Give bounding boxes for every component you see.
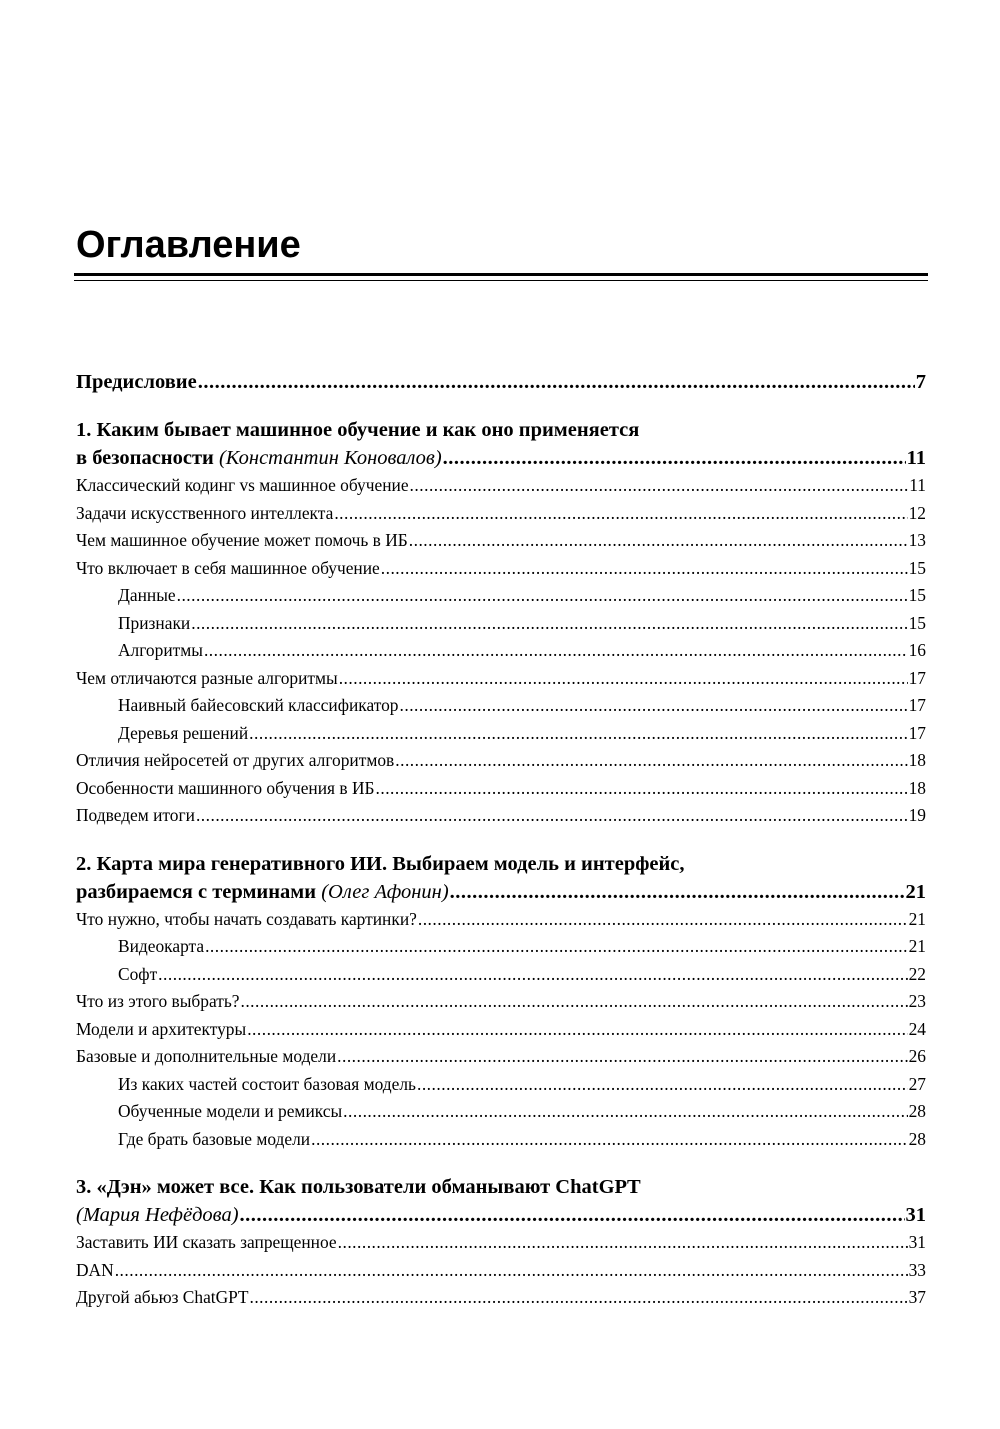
table-of-contents xyxy=(76,368,926,1332)
toc-entry-label: Наивный байесовский классификатор xyxy=(118,695,399,715)
toc-entry[interactable] xyxy=(76,472,926,500)
toc-entry-page: 33 xyxy=(908,1259,926,1280)
toc-entry-label: Что нужно, чтобы начать создавать картинки? xyxy=(76,908,417,929)
toc-entry-label: Предисловие xyxy=(76,371,197,393)
toc-entry-label: Другой абьюз ChatGPT xyxy=(76,1287,249,1307)
chapter-heading-line: 3. «Дэн» может все. Как пользователи обманывают ChatGPT xyxy=(76,1176,641,1198)
toc-entry-page: 11 xyxy=(909,475,926,495)
toc-entry-page: 23 xyxy=(908,991,926,1011)
dot-leader xyxy=(249,720,907,748)
toc-entry-label: Подведем итоги xyxy=(76,805,195,825)
toc-subentry[interactable] xyxy=(76,933,926,961)
toc-entry-page: 31 xyxy=(905,1204,926,1226)
toc-entry[interactable] xyxy=(76,747,926,775)
toc-entry-page: 28 xyxy=(908,1101,926,1121)
dot-leader xyxy=(311,1126,908,1154)
dot-leader xyxy=(417,1071,908,1099)
toc-entry-page: 19 xyxy=(908,805,926,825)
toc-subentry[interactable] xyxy=(76,1098,926,1126)
toc-section-preface xyxy=(76,368,926,396)
toc-entry-label: Базовые и дополнительные модели xyxy=(76,1046,337,1066)
dot-leader xyxy=(443,444,906,472)
toc-subentry[interactable] xyxy=(76,610,926,638)
toc-entry-chapter-3[interactable] xyxy=(76,1201,926,1229)
dot-leader xyxy=(409,527,908,555)
dot-leader xyxy=(376,775,908,803)
toc-entry-label: Деревья решений xyxy=(118,722,249,743)
chapter-title-text: в безопасности xyxy=(76,447,214,469)
dot-leader xyxy=(240,988,907,1016)
title-rule-thick xyxy=(74,273,928,276)
toc-entry-label: Данные xyxy=(118,585,176,605)
toc-subentry[interactable] xyxy=(76,582,926,610)
toc-entry-page: 17 xyxy=(908,695,926,715)
dot-leader xyxy=(338,1229,908,1257)
toc-entry[interactable] xyxy=(76,1284,926,1312)
toc-entry-page: 17 xyxy=(908,722,926,743)
toc-entry[interactable] xyxy=(76,665,926,693)
dot-leader xyxy=(249,1284,907,1312)
toc-subentry[interactable] xyxy=(76,637,926,665)
dot-leader xyxy=(395,747,907,775)
dot-leader xyxy=(400,692,908,720)
toc-entry-page: 15 xyxy=(908,612,926,633)
dot-leader xyxy=(115,1257,908,1285)
toc-section-chapter-1 xyxy=(76,416,926,830)
dot-leader xyxy=(247,1016,907,1044)
toc-entry-page: 27 xyxy=(908,1073,926,1094)
toc-entry[interactable] xyxy=(76,802,926,830)
dot-leader xyxy=(191,610,907,638)
toc-entry-label: Признаки xyxy=(118,612,191,633)
toc-entry-label: Что из этого выбрать? xyxy=(76,991,240,1011)
dot-leader xyxy=(410,472,909,500)
toc-entry[interactable] xyxy=(76,1043,926,1071)
toc-entry-page: 22 xyxy=(908,963,926,984)
chapter-title-cont xyxy=(76,878,449,906)
toc-entry-label: Особенности машинного обучения в ИБ xyxy=(76,777,375,798)
toc-entry-page: 7 xyxy=(915,371,926,393)
toc-entry[interactable] xyxy=(76,1229,926,1257)
page-title: Оглавление xyxy=(76,224,301,266)
toc-entry-label: Обученные модели и ремиксы xyxy=(118,1101,343,1121)
toc-entry-page: 28 xyxy=(908,1128,926,1149)
dot-leader xyxy=(343,1098,907,1126)
dot-leader xyxy=(158,961,907,989)
dot-leader xyxy=(418,906,908,934)
toc-entry-label: Алгоритмы xyxy=(118,640,203,660)
toc-entry-page: 26 xyxy=(908,1046,926,1066)
toc-entry-label: Классический кодинг vs машинное обучение xyxy=(76,475,409,495)
toc-entry-page: 24 xyxy=(908,1018,926,1039)
toc-entry-label: Где брать базовые модели xyxy=(118,1128,311,1149)
dot-leader xyxy=(240,1201,905,1229)
title-rule-thin xyxy=(74,280,928,281)
toc-subentry[interactable] xyxy=(76,692,926,720)
chapter-heading-line: 2. Карта мира генеративного ИИ. Выбираем модель и интерфейс, xyxy=(76,852,685,875)
dot-leader xyxy=(334,500,907,528)
toc-entry-page: 21 xyxy=(905,880,926,903)
dot-leader xyxy=(196,802,908,830)
toc-entry[interactable] xyxy=(76,906,926,934)
toc-entry-label: Задачи искусственного интеллекта xyxy=(76,502,334,523)
toc-entry-label: Чем машинное обучение может помочь в ИБ xyxy=(76,530,408,550)
toc-entry-page: 18 xyxy=(908,777,926,798)
toc-subentry[interactable] xyxy=(76,720,926,748)
dot-leader xyxy=(337,1043,907,1071)
toc-entry-label: Модели и архитектуры xyxy=(76,1018,247,1039)
dot-leader xyxy=(177,582,908,610)
toc-entry-chapter-2[interactable] xyxy=(76,878,926,906)
toc-entry[interactable] xyxy=(76,1016,926,1044)
toc-entry-label: Видеокарта xyxy=(118,936,205,956)
toc-entry-chapter-1[interactable] xyxy=(76,444,926,472)
dot-leader xyxy=(381,555,908,583)
toc-entry-page: 15 xyxy=(908,585,926,605)
dot-leader xyxy=(450,878,905,906)
toc-entry-label: Что включает в себя машинное обучение xyxy=(76,557,380,578)
toc-subentry[interactable] xyxy=(76,961,926,989)
toc-entry-label: Отличия нейросетей от других алгоритмов xyxy=(76,750,395,770)
toc-entry-page: 31 xyxy=(908,1232,926,1252)
toc-entry-label: DAN xyxy=(76,1259,114,1280)
toc-entry-page: 21 xyxy=(908,936,926,956)
toc-entry-page: 16 xyxy=(908,640,926,660)
chapter-title-text: разбираемся с терминами xyxy=(76,880,317,903)
toc-entry-page: 11 xyxy=(906,447,926,469)
dot-leader xyxy=(339,665,908,693)
chapter-author: (Олег Афонин) xyxy=(321,880,449,903)
toc-entry-label: Чем отличаются разные алгоритмы xyxy=(76,667,338,688)
toc-entry-page: 18 xyxy=(908,750,926,770)
toc-entry-page: 37 xyxy=(908,1287,926,1307)
toc-entry-label: Софт xyxy=(118,963,158,984)
toc-entry[interactable] xyxy=(76,500,926,528)
chapter-author: (Константин Коновалов) xyxy=(218,447,442,469)
chapter-author: (Мария Нефёдова) xyxy=(76,1204,239,1226)
dot-leader xyxy=(205,933,908,961)
toc-entry-label: Из каких частей состоит базовая модель xyxy=(118,1073,416,1094)
chapter-title-cont xyxy=(76,444,442,472)
toc-section-chapter-3 xyxy=(76,1173,926,1312)
toc-entry-page: 12 xyxy=(908,502,926,523)
toc-entry-preface[interactable] xyxy=(76,368,926,396)
toc-entry[interactable] xyxy=(76,988,926,1016)
toc-entry[interactable] xyxy=(76,775,926,803)
toc-entry-page: 13 xyxy=(908,530,926,550)
toc-entry-page: 17 xyxy=(908,667,926,688)
toc-entry[interactable] xyxy=(76,555,926,583)
toc-entry[interactable] xyxy=(76,527,926,555)
toc-entry-page: 21 xyxy=(908,908,926,929)
dot-leader xyxy=(204,637,908,665)
toc-section-chapter-2 xyxy=(76,850,926,1154)
chapter-title-cont xyxy=(76,1201,239,1229)
toc-subentry[interactable] xyxy=(76,1126,926,1154)
dot-leader xyxy=(198,368,915,396)
toc-entry-page: 15 xyxy=(908,557,926,578)
chapter-heading-line: 1. Каким бывает машинное обучение и как оно применяется xyxy=(76,419,640,441)
toc-entry-label: Заставить ИИ сказать запрещенное xyxy=(76,1232,337,1252)
toc-subentry[interactable] xyxy=(76,1071,926,1099)
toc-entry[interactable] xyxy=(76,1257,926,1285)
